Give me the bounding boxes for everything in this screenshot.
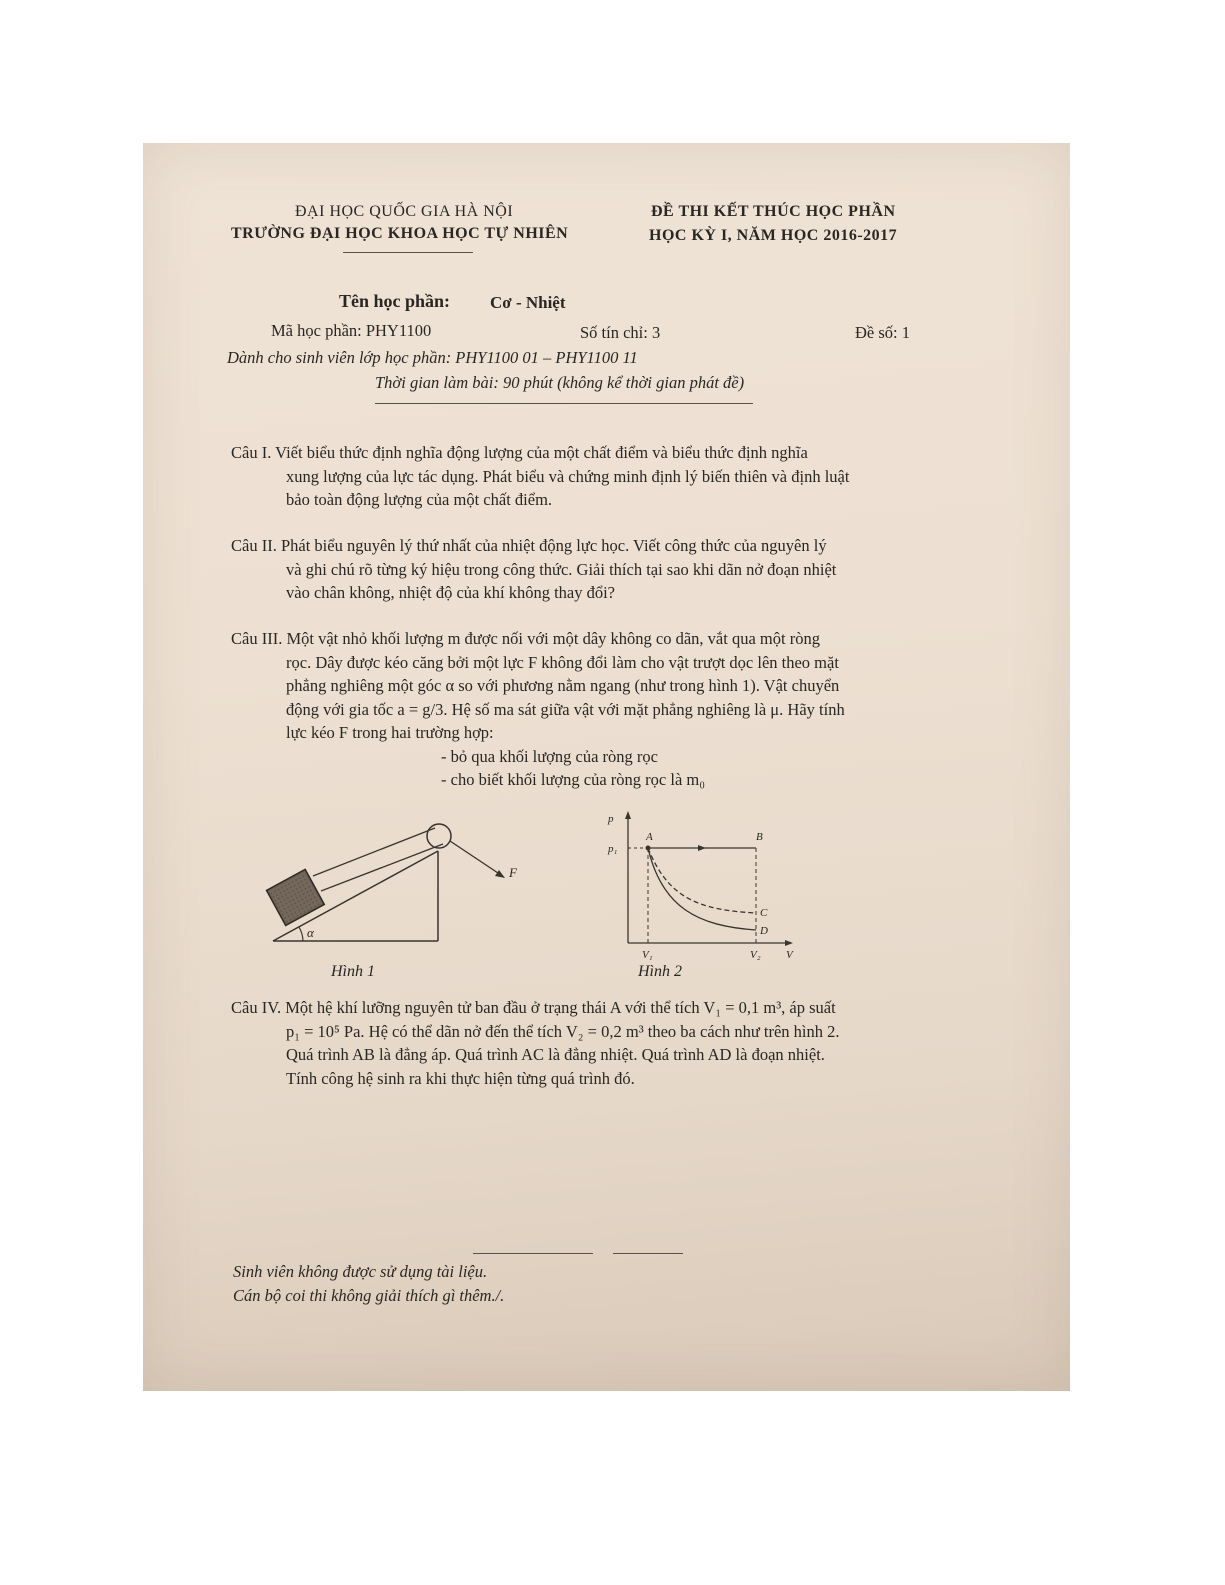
duration-underline (375, 403, 753, 404)
question-1-text: bảo toàn động lượng của một chất điểm. (286, 490, 553, 509)
question-4-text: p₁ = 10⁵ Pa. Hệ có thể dãn nở đến thể tích V₂ = 0,2 m³ theo ba cách như trên hình 2. (286, 1021, 840, 1041)
figure-2-caption: Hình 2 (638, 963, 682, 980)
question-1-text: xung lượng của lực tác dụng. Phát biểu và chứng minh định lý biến thiên và định luật (286, 466, 850, 486)
figure-1-incline (253, 813, 553, 953)
question-2-text: vào chân không, nhiệt độ của khí không thay đổi? (286, 583, 616, 602)
figure-2-point-b: B (756, 831, 763, 843)
question-3 (231, 627, 971, 792)
figure-2-v2: V₂ (750, 949, 761, 961)
question-3-text: động với gia tốc a = g/3. Hệ số ma sát giữa vật với mặt phẳng nghiêng là μ. Hãy tính (286, 699, 845, 719)
footer-line-2 (613, 1253, 683, 1254)
course-name-value: Cơ - Nhiệt (490, 293, 566, 312)
question-4-label: Câu IV. (231, 998, 282, 1017)
question-2-label: Câu II. (231, 536, 277, 555)
figure-2-point-d: D (760, 925, 768, 937)
question-3-case-1: - bỏ qua khối lượng của ròng rọc (441, 746, 658, 766)
question-2-text: và ghi chú rõ từng ký hiệu trong công thức. Giải thích tại sao khi dãn nở đoạn nhiệt (286, 559, 837, 579)
figure-2-point-a: A (646, 831, 653, 843)
question-1-text: Viết biểu thức định nghĩa động lượng của một chất điểm và biểu thức định nghĩa (275, 443, 808, 462)
question-3-text: rọc. Dây được kéo căng bởi một lực F không đổi làm cho vật trượt dọc lên theo mặt (286, 652, 839, 672)
footer-note-1: Sinh viên không được sử dụng tài liệu. (233, 1262, 488, 1281)
exam-number: Đề số: 1 (855, 323, 910, 342)
university-name: ĐẠI HỌC QUỐC GIA HÀ NỘI (295, 203, 514, 220)
question-4 (231, 996, 971, 1090)
question-3-text: phẳng nghiêng một góc α so với phương nằm ngang (như trong hình 1). Vật chuyển (286, 676, 840, 695)
question-4-text: Quá trình AB là đẳng áp. Quá trình AC là đẳng nhiệt. Quá trình AD là đoạn nhiệt. (286, 1045, 825, 1064)
question-2 (231, 534, 971, 605)
question-3-text: lực kéo F trong hai trường hợp: (286, 723, 494, 742)
question-1 (231, 441, 971, 512)
question-3-label: Câu III. (231, 629, 283, 648)
exam-duration: Thời gian làm bài: 90 phút (không kể thời gian phát đề) (375, 373, 745, 392)
figure-1-force-label: F (509, 865, 517, 880)
figure-2-v1: V₁ (642, 949, 653, 961)
footer-note-2: Cán bộ coi thi không giải thích gì thêm./. (233, 1286, 505, 1305)
footer-line-1 (473, 1253, 593, 1254)
figure-2-p-axis: p (608, 813, 614, 825)
course-name-label: Tên học phần: (339, 291, 451, 311)
question-4-text: Một hệ khí lưỡng nguyên tử ban đầu ở trạng thái A với thể tích V₁ = 0,1 m³, áp suất (285, 998, 836, 1017)
course-code: Mã học phần: PHY1100 (271, 321, 432, 340)
question-3-text: Một vật nhỏ khối lượng m được nối với một dây không co dãn, vắt qua một ròng (286, 629, 820, 648)
target-students: Dành cho sinh viên lớp học phần: PHY1100 01 – PHY1100 11 (227, 348, 638, 367)
header-underline (343, 252, 473, 253)
figure-1-caption: Hình 1 (331, 963, 375, 980)
faculty-name: TRƯỜNG ĐẠI HỌC KHOA HỌC TỰ NHIÊN (231, 225, 569, 242)
question-3-case-2: - cho biết khối lượng của ròng rọc là m₀ (441, 770, 705, 789)
course-credits: Số tín chỉ: 3 (580, 323, 661, 342)
semester: HỌC KỲ I, NĂM HỌC 2016-2017 (649, 227, 898, 244)
question-1-label: Câu I. (231, 443, 272, 462)
figure-2-v-axis: V (786, 949, 793, 961)
figure-2-point-c: C (760, 907, 768, 919)
question-4-text: Tính công hệ sinh ra khi thực hiện từng quá trình đó. (286, 1068, 635, 1088)
figure-1-alpha: α (307, 925, 314, 940)
exam-sheet (143, 143, 1070, 1391)
exam-title: ĐỀ THI KẾT THÚC HỌC PHẦN (651, 203, 896, 220)
figure-2-pv-diagram (598, 808, 798, 963)
question-2-text: Phát biểu nguyên lý thứ nhất của nhiệt động lực học. Viết công thức của nguyên lý (280, 536, 827, 555)
figure-2-p1: p₁ (608, 843, 618, 855)
